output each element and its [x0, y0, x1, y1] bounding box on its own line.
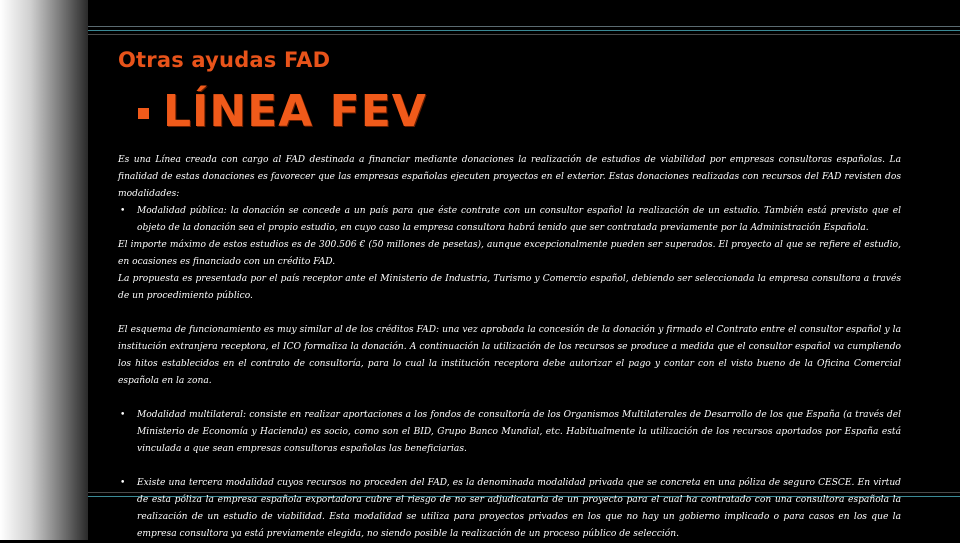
- slide-subtitle: Otras ayudas FAD: [118, 48, 331, 72]
- square-bullet-icon: [138, 108, 149, 119]
- bullet-modalidad-multilateral: • Modalidad multilateral: consiste en realizar aportaciones a los fondos de consultoría de los Organismos Multilaterales de Desarrollo de los que España (a través del Ministerio de Economía y Hacienda) es socio, como son el BID, Grupo Banco Mundial, etc. Habitualmente la utilización de los recursos aportados por España está vinculada a que sean empresas consultoras españolas las beneficiarias.: [118, 407, 901, 458]
- bullet-modalidad-privada: • Existe una tercera modalidad cuyos recursos no proceden del FAD, es la denominada modalidad privada que se concreta en una póliza de seguro CESCE. En virtud de esta póliza la empresa española exportadora cubre el riesgo de no ser adjudicataria de un proyecto para el cual ha contratado con una consultora española la realización de un estudio de viabilidad. Esta modalidad se utiliza para proyectos privados en los que no hay un gobierno implicado o para casos en los que la empresa consultora ya está previamente elegida, no siendo posible la realización de un proceso público de selección.: [118, 475, 901, 543]
- paragraph-importe: El importe máximo de estos estudios es de 300.506 € (50 millones de pesetas), aunque excepcionalmente pueden ser superados. El proyecto al que se refiere el estudio, en ocasiones es financiado con un crédito FAD.: [118, 240, 901, 267]
- spacer: [118, 305, 901, 322]
- slide-title-text: LÍNEA FEV: [163, 86, 427, 137]
- bullet-modalidad-publica: • Modalidad pública: la donación se concede a un país para que éste contrate con un consultor español la realización de un estudio. También está previsto que el objeto de la donación sea el propio estudio, en cuyo caso la empresa consultora habrá tenido que ser contratada previamente por la Administración Española.: [118, 203, 901, 237]
- paragraph-propuesta: La propuesta es presentada por el país receptor ante el Ministerio de Industria, Turismo y Comercio español, debiendo ser seleccionada la empresa consultora a través de un procedimiento público.: [118, 274, 901, 301]
- top-rule-lower: [88, 34, 960, 35]
- left-gradient-panel: [0, 0, 88, 540]
- spacer: [118, 390, 901, 407]
- slide-body: [118, 152, 901, 543]
- slide-title: [138, 86, 427, 137]
- spacer: [118, 458, 901, 475]
- paragraph-intro: Es una Línea creada con cargo al FAD destinada a financiar mediante donaciones la realización de estudios de viabilidad por empresas consultoras españolas. La finalidad de estas donaciones es favorecer que las empresas españolas ejecuten proyectos en el exterior. Estas donaciones realizadas con recursos del FAD revisten dos modalidades:: [118, 155, 901, 199]
- paragraph-esquema: El esquema de funcionamiento es muy similar al de los créditos FAD: una vez aprobada la concesión de la donación y firmado el Contrato entre el consultor español y la institución extranjera receptora, el ICO formaliza la donación. A continuación la utilización de los recursos se produce a medida que el consultor español va cumpliendo los hitos establecidos en el contrato de consultoría, para lo cual la institución receptora debe autorizar el pago y contar con el visto bueno de la Oficina Comercial española en la zona.: [118, 325, 901, 386]
- top-rule-accent: [88, 30, 960, 31]
- top-rule: [88, 26, 960, 27]
